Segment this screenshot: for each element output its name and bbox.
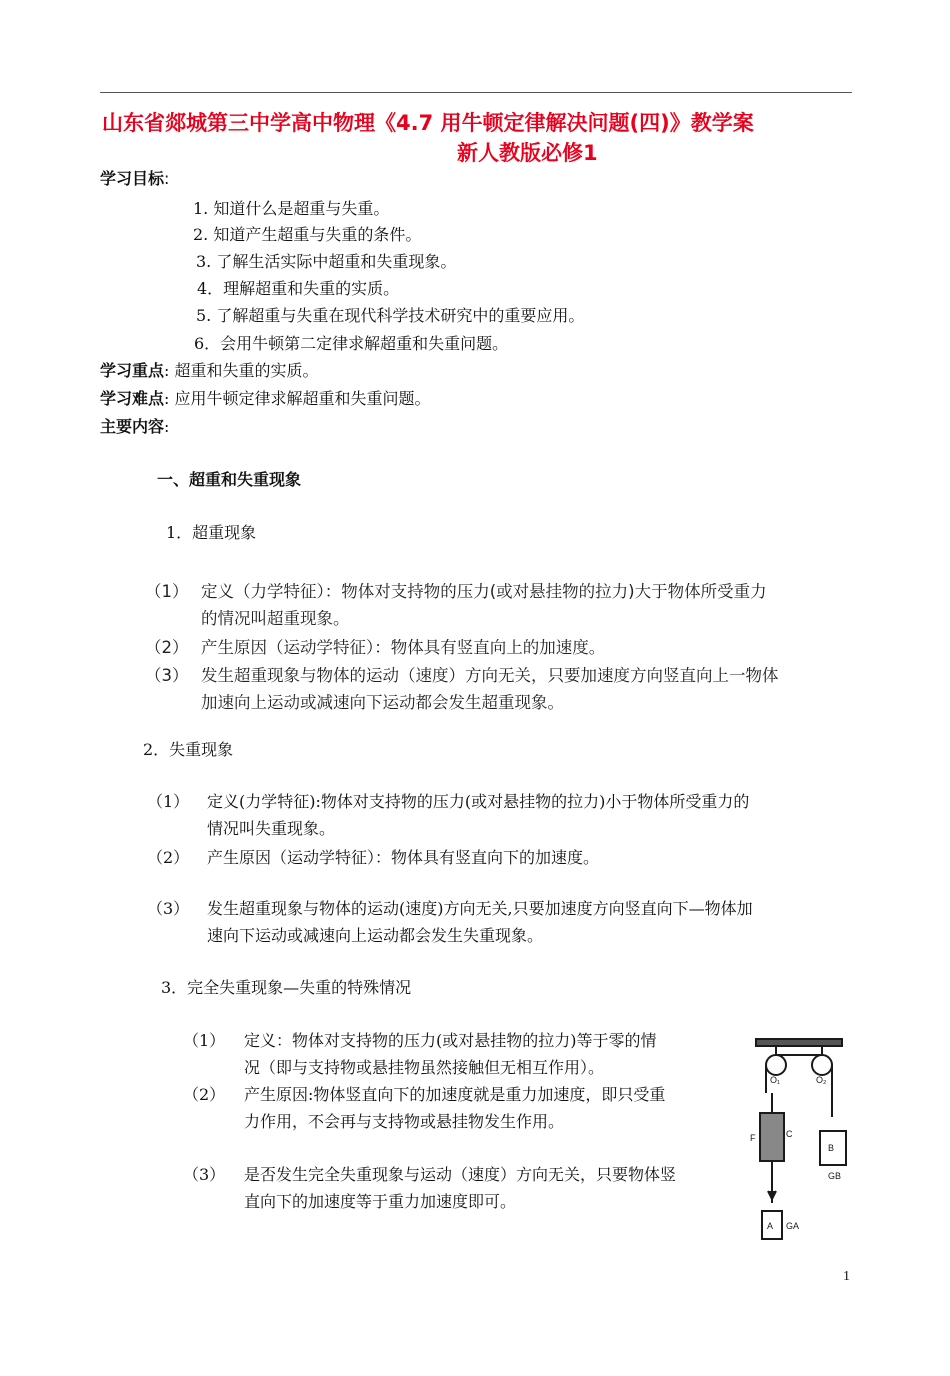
page-number: 1 bbox=[843, 1269, 850, 1284]
item-text: 加速向上运动或减速向下运动都会发生超重现象。 bbox=[201, 693, 564, 712]
item-text: 力作用，不会再与支持物或悬挂物发生作用。 bbox=[244, 1112, 565, 1131]
item-number: （1） bbox=[183, 1031, 226, 1050]
label-a: A bbox=[767, 1221, 774, 1231]
pulley-o1 bbox=[766, 1055, 786, 1075]
objective-item: 2. 知道产生超重与失重的条件。 bbox=[193, 225, 422, 244]
item-text: 情况叫失重现象。 bbox=[207, 819, 336, 838]
item-text: 发生超重现象与物体的运动(速度)方向无关,只要加速度方向竖直向下—物体加 bbox=[207, 899, 753, 918]
label-c: C bbox=[786, 1129, 793, 1139]
item-text: 定义：物体对支持物的压力(或对悬挂物的拉力)等于零的情 bbox=[244, 1031, 657, 1050]
label-o2: O₂ bbox=[816, 1075, 827, 1085]
label-b: B bbox=[828, 1143, 835, 1153]
main-content-label: 主要内容: bbox=[100, 417, 170, 436]
subsection-heading-complete-weightlessness: 3．完全失重现象—失重的特殊情况 bbox=[161, 978, 412, 997]
item-text: 况（即与支持物或悬挂物虽然接触但无相互作用）。 bbox=[244, 1058, 605, 1077]
pulley-o2 bbox=[812, 1055, 832, 1075]
objectives-label: 学习目标: bbox=[100, 169, 170, 188]
item-text: 发生超重现象与物体的运动（速度）方向无关，只要加速度方向竖直向上一物体 bbox=[201, 666, 779, 685]
subsection-heading-underweight: 2．失重现象 bbox=[143, 740, 234, 759]
item-number: （1） bbox=[145, 582, 189, 601]
label-f: F bbox=[750, 1133, 756, 1143]
objective-item: 5. 了解超重与失重在现代科学技术研究中的重要应用。 bbox=[196, 306, 585, 325]
item-text: 直向下的加速度等于重力加速度即可。 bbox=[244, 1192, 517, 1211]
item-number: （3） bbox=[183, 1165, 226, 1184]
item-number: （3） bbox=[147, 899, 190, 918]
subsection-heading-overweight: 1．超重现象 bbox=[166, 523, 257, 542]
item-text: 产生原因（运动学特征）：物体具有竖直向下的加速度。 bbox=[207, 848, 600, 867]
ceiling-beam bbox=[756, 1039, 842, 1046]
item-text: 定义(力学特征):物体对支持物的压力(或对悬挂物的拉力)小于物体所受重力的 bbox=[207, 792, 750, 811]
header-rule bbox=[100, 92, 852, 93]
item-text: 定义（力学特征）：物体对支持物的压力(或对悬挂物的拉力)大于物体所受重力 bbox=[201, 582, 767, 601]
label-gb: GB bbox=[828, 1171, 842, 1181]
difficulty-row: 学习难点: 应用牛顿定律求解超重和失重问题。 bbox=[100, 389, 431, 408]
key-point-row: 学习重点: 超重和失重的实质。 bbox=[100, 361, 319, 380]
item-text: 产生原因:物体竖直向下的加速度就是重力加速度，即只受重 bbox=[244, 1085, 666, 1104]
item-number: （1） bbox=[147, 792, 190, 811]
objective-item: 1. 知道什么是超重与失重。 bbox=[193, 199, 390, 218]
spring-scale-c bbox=[760, 1113, 784, 1161]
pulley-diagram bbox=[748, 1033, 848, 1245]
label-o1: O₁ bbox=[770, 1075, 781, 1085]
item-number: （2） bbox=[183, 1085, 226, 1104]
item-text: 的情况叫超重现象。 bbox=[201, 609, 350, 628]
item-number: （3） bbox=[145, 666, 189, 685]
objective-item: 6．会用牛顿第二定律求解超重和失重问题。 bbox=[194, 334, 509, 353]
document-title-line2: 新人教版必修1 bbox=[457, 141, 598, 165]
item-text: 速向下运动或减速向上运动都会发生失重现象。 bbox=[207, 926, 544, 945]
objective-item: 4．理解超重和失重的实质。 bbox=[197, 279, 400, 298]
item-text: 产生原因（运动学特征）：物体具有竖直向上的加速度。 bbox=[201, 638, 606, 657]
arrow-down bbox=[768, 1191, 776, 1199]
item-number: （2） bbox=[147, 848, 190, 867]
label-ga: GA bbox=[786, 1221, 800, 1231]
section-heading: 一、超重和失重现象 bbox=[157, 470, 302, 489]
item-text: 是否发生完全失重现象与运动（速度）方向无关，只要物体竖 bbox=[244, 1165, 677, 1184]
objective-item: 3. 了解生活实际中超重和失重现象。 bbox=[196, 252, 457, 271]
document-title-line1: 山东省郯城第三中学高中物理《4.7 用牛顿定律解决问题(四)》教学案 bbox=[102, 111, 754, 135]
item-number: （2） bbox=[145, 638, 189, 657]
